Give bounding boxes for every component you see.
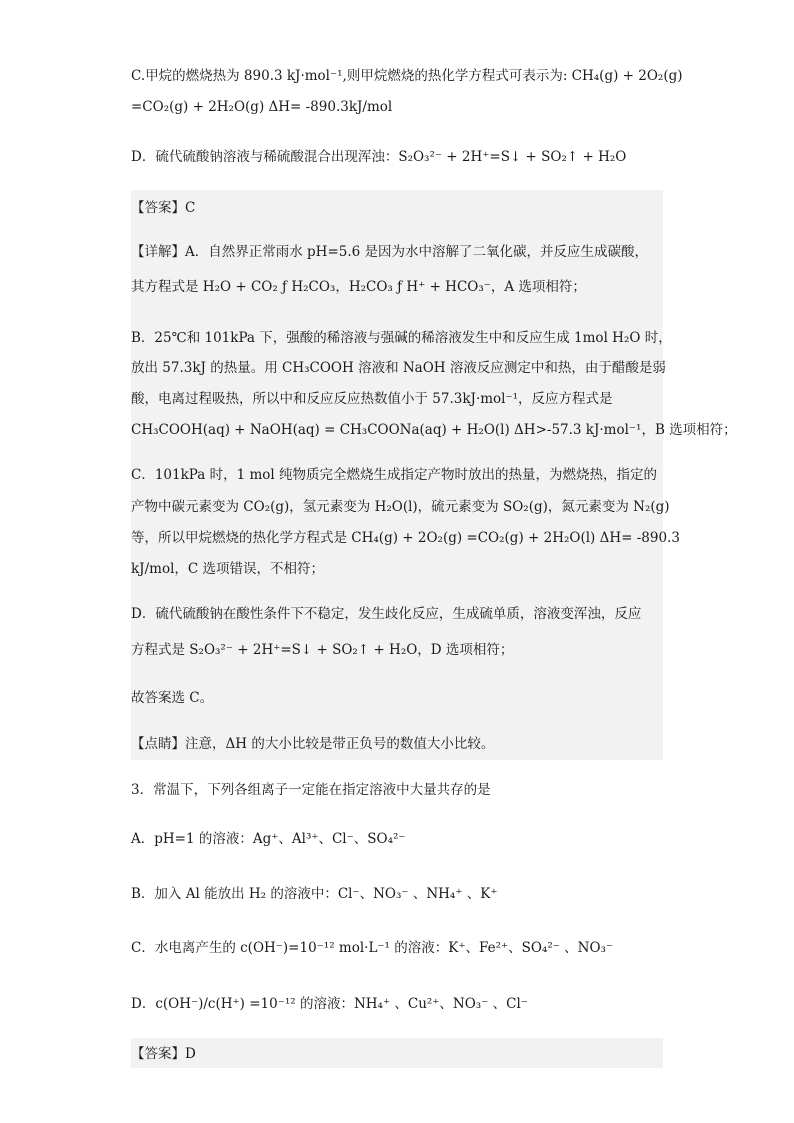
option-c-line-1: C.甲烷的燃烧热为 890.3 kJ·mol⁻¹,则甲烷燃烧的热化学方程式可表示为: CH₄(g) + 2O₂(g) — [131, 68, 683, 84]
detail-d-line-2: 方程式是 S₂O₃²⁻ + 2H⁺=S↓ + SO₂↑ + H₂O，D 选项相符； — [131, 642, 514, 658]
conclusion: 故答案选 C。 — [131, 690, 214, 706]
answer-label: 【答案】C — [131, 200, 196, 216]
detail-c-line-1: C．101kPa 时，1 mol 纯物质完全燃烧生成指定产物时放出的热量，为燃烧热，指定的 — [131, 467, 658, 483]
option-c-line-2: =CO₂(g) + 2H₂O(g) ΔH= -890.3kJ/mol — [131, 99, 393, 115]
detail-b-line-1: B．25℃和 101kPa 下，强酸的稀溶液与强碱的稀溶液发生中和反应生成 1mol H₂O 时， — [131, 330, 672, 346]
question-3-stem: 3．常温下，下列各组离子一定能在指定溶液中大量共存的是 — [131, 782, 491, 798]
note: 【点睛】注意，ΔH 的大小比较是带正负号的数值大小比较。 — [131, 736, 495, 752]
detail-c-line-2: 产物中碳元素变为 CO₂(g)，氢元素变为 H₂O(l)，硫元素变为 SO₂(g)，氮元素变为 N₂(g) — [131, 499, 670, 515]
question-3-option-a: A．pH=1 的溶液：Ag⁺、Al³⁺、Cl⁻、SO₄²⁻ — [131, 831, 406, 847]
question-3-option-d: D．c(OH⁻)/c(H⁺) =10⁻¹² 的溶液：NH₄⁺ 、Cu²⁺、NO₃⁻ 、Cl⁻ — [131, 996, 528, 1012]
detail-b-line-2: 放出 57.3kJ 的热量。用 CH₃COOH 溶液和 NaOH 溶液反应测定中和热，由于醋酸是弱 — [131, 360, 666, 376]
detail-a-line-1: 【详解】A．自然界正常雨水 pH=5.6 是因为水中溶解了二氧化碳，并反应生成碳酸， — [131, 244, 649, 260]
detail-c-line-3: 等，所以甲烷燃烧的热化学方程式是 CH₄(g) + 2O₂(g) =CO₂(g) + 2H₂O(l) ΔH= -890.3 — [131, 530, 680, 546]
detail-b-line-3: 酸，电离过程吸热，所以中和反应反应热数值小于 57.3kJ·mol⁻¹，反应方程式是 — [131, 391, 613, 407]
option-d: D．硫代硫酸钠溶液与稀硫酸混合出现浑浊：S₂O₃²⁻ + 2H⁺=S↓ + SO₂↑ + H₂O — [131, 149, 627, 165]
detail-a-line-2: 其方程式是 H₂O + CO₂ ƒ H₂CO₃，H₂CO₃ ƒ H⁺ + HCO₃⁻，A 选项相符； — [131, 279, 586, 295]
question-3-option-c: C．水电离产生的 c(OH⁻)=10⁻¹² mol·L⁻¹ 的溶液：K⁺、Fe²⁺、SO₄²⁻ 、NO₃⁻ — [131, 940, 614, 956]
detail-b-line-4: CH₃COOH(aq) + NaOH(aq) = CH₃COONa(aq) + H₂O(l) ΔH>-57.3 kJ·mol⁻¹，B 选项相符； — [131, 422, 737, 438]
question-3-option-b: B．加入 Al 能放出 H₂ 的溶液中：Cl⁻、NO₃⁻ 、NH₄⁺ 、K⁺ — [131, 886, 498, 902]
answer-2-label: 【答案】D — [131, 1046, 196, 1062]
detail-c-line-4: kJ/mol，C 选项错误，不相符； — [131, 561, 325, 577]
detail-d-line-1: D．硫代硫酸钠在酸性条件下不稳定，发生歧化反应，生成硫单质，溶液变浑浊，反应 — [131, 606, 642, 622]
